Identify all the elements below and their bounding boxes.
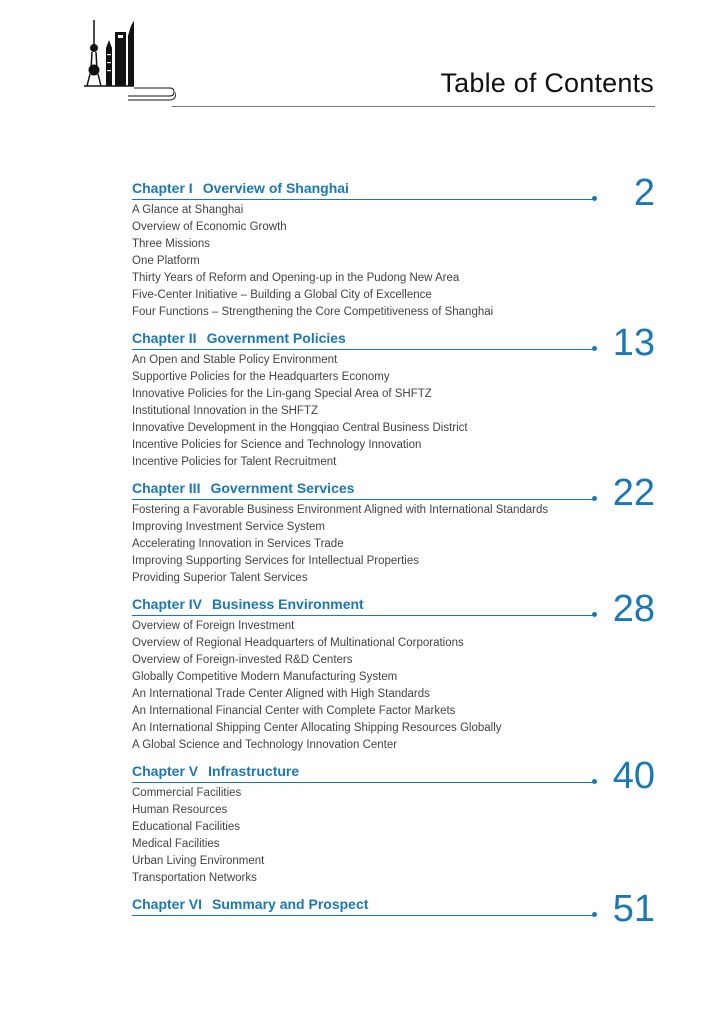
chapter-number: Chapter II [132, 330, 197, 346]
chapter-name: Infrastructure [208, 763, 300, 779]
toc-item[interactable]: A Glance at Shanghai [132, 204, 244, 216]
chapter-title-link[interactable] [132, 330, 346, 346]
chapter-page-number: 51 [612, 888, 655, 930]
chapter-rule [132, 349, 594, 350]
toc-item[interactable]: An International Shipping Center Allocating Shipping Resources Globally [132, 722, 502, 734]
chapter-title-link[interactable] [132, 596, 364, 612]
chapter-number: Chapter I [132, 180, 193, 196]
toc-item[interactable]: An International Trade Center Aligned with High Standards [132, 688, 430, 700]
chapter-rule-dot [592, 779, 597, 784]
chapter-heading [132, 330, 594, 352]
toc-item[interactable]: Improving Investment Service System [132, 521, 326, 533]
chapter-rule-dot [592, 912, 597, 917]
chapter-heading [132, 896, 594, 918]
chapter-name: Overview of Shanghai [202, 180, 349, 196]
chapter-rule-dot [592, 612, 597, 617]
chapter-name: Business Environment [212, 596, 364, 612]
chapter-page-number: 28 [612, 588, 655, 630]
toc-item[interactable]: Overview of Economic Growth [132, 221, 287, 233]
toc-item[interactable]: Overview of Foreign Investment [132, 620, 295, 632]
toc-item[interactable]: Urban Living Environment [132, 855, 265, 867]
toc-item[interactable]: Transportation Networks [132, 872, 257, 884]
toc-item[interactable]: Four Functions – Strengthening the Core Competitiveness of Shanghai [132, 306, 494, 318]
chapter-name: Summary and Prospect [212, 896, 369, 912]
toc-item[interactable]: Fostering a Favorable Business Environment Aligned with International Standards [132, 504, 549, 516]
chapter-3 [132, 472, 655, 587]
toc-item[interactable]: Five-Center Initiative – Building a Global City of Excellence [132, 289, 432, 301]
chapter-title-link[interactable] [132, 480, 354, 496]
toc-item[interactable]: One Platform [132, 255, 200, 267]
toc-item[interactable]: Human Resources [132, 804, 228, 816]
toc-item[interactable]: Supportive Policies for the Headquarters Economy [132, 371, 390, 383]
chapter-name: Government Services [210, 480, 355, 496]
toc-item[interactable]: Improving Supporting Services for Intellectual Properties [132, 555, 420, 567]
chapter-title-link[interactable] [132, 763, 299, 779]
chapter-rule [132, 199, 594, 200]
chapter-heading [132, 480, 594, 502]
toc-item[interactable]: Incentive Policies for Talent Recruitment [132, 456, 337, 468]
chapter-heading [132, 763, 594, 785]
chapter-2 [132, 322, 655, 471]
chapter-number: Chapter V [132, 763, 199, 779]
toc-item[interactable]: Three Missions [132, 238, 210, 250]
toc-item[interactable]: Providing Superior Talent Services [132, 572, 308, 584]
title-divider [172, 106, 655, 107]
chapter-6 [132, 888, 655, 930]
chapter-rule [132, 915, 594, 916]
toc-item[interactable]: Medical Facilities [132, 838, 220, 850]
chapter-title-link[interactable] [132, 896, 368, 912]
chapter-rule-dot [592, 346, 597, 351]
shanghai-skyline-logo-icon [84, 18, 176, 108]
chapter-rule-dot [592, 496, 597, 501]
toc-item[interactable]: Institutional Innovation in the SHFTZ [132, 405, 319, 417]
toc-item[interactable]: Innovative Development in the Hongqiao Central Business District [132, 422, 468, 434]
chapter-rule [132, 782, 594, 783]
toc-item[interactable]: Overview of Regional Headquarters of Multinational Corporations [132, 637, 464, 649]
chapter-heading [132, 596, 594, 618]
chapter-number: Chapter VI [132, 896, 203, 912]
toc-item[interactable]: Globally Competitive Modern Manufacturing System [132, 671, 398, 683]
toc-item[interactable]: An International Financial Center with Complete Factor Markets [132, 705, 456, 717]
chapter-page-number: 13 [612, 322, 655, 364]
chapter-rule [132, 499, 594, 500]
chapter-page-number: 2 [633, 172, 655, 214]
chapter-rule-dot [592, 196, 597, 201]
chapter-name: Government Policies [206, 330, 346, 346]
chapter-number: Chapter IV [132, 596, 203, 612]
toc-item[interactable]: A Global Science and Technology Innovation Center [132, 739, 398, 751]
toc-item[interactable]: Innovative Policies for the Lin-gang Special Area of SHFTZ [132, 388, 432, 400]
toc-item[interactable]: An Open and Stable Policy Environment [132, 354, 338, 366]
page-title: Table of Contents [440, 68, 654, 98]
toc-item[interactable]: Incentive Policies for Science and Technology Innovation [132, 439, 422, 451]
chapter-1 [132, 172, 655, 321]
toc-item[interactable]: Educational Facilities [132, 821, 241, 833]
chapter-number: Chapter III [132, 480, 201, 496]
toc-item[interactable]: Accelerating Innovation in Services Trade [132, 538, 344, 550]
toc-item[interactable]: Overview of Foreign-invested R&D Centers [132, 654, 353, 666]
chapter-page-number: 22 [612, 472, 655, 514]
toc-item[interactable]: Commercial Facilities [132, 787, 242, 799]
chapter-rule [132, 615, 594, 616]
chapter-4 [132, 588, 655, 754]
chapter-title-link[interactable] [132, 180, 349, 196]
chapter-page-number: 40 [612, 755, 655, 797]
toc-item[interactable]: Thirty Years of Reform and Opening-up in the Pudong New Area [132, 272, 460, 284]
chapter-5 [132, 755, 655, 887]
chapter-heading [132, 180, 594, 202]
